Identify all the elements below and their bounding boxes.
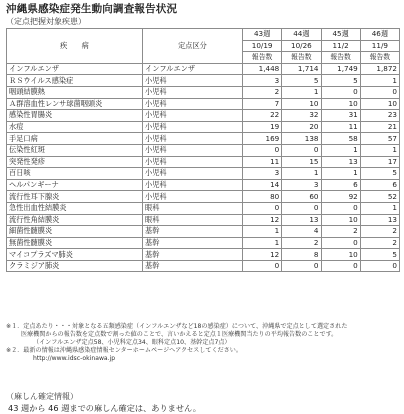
report-count-cell: 13	[360, 214, 399, 226]
disease-name: 急性出血性結膜炎	[7, 202, 143, 214]
week-header: 43週	[243, 29, 282, 41]
table-caption: （定点把握対象疾患）	[6, 17, 86, 26]
report-count-cell: 1,749	[321, 63, 360, 75]
footnote-2-url: http://www.idsc-okinawa.jp	[33, 355, 116, 362]
report-count-cell: 4	[282, 226, 321, 238]
disease-name: マイコプラズマ肺炎	[7, 249, 143, 261]
report-count-cell: 10	[321, 214, 360, 226]
report-count-cell: 169	[243, 133, 282, 145]
report-count-cell: 8	[282, 249, 321, 261]
report-count-cell: 10	[321, 98, 360, 110]
report-count-cell: 13	[282, 214, 321, 226]
table-row	[7, 75, 400, 87]
report-count-cell: 1	[282, 86, 321, 98]
report-count-cell: 5	[321, 75, 360, 87]
table-row	[7, 110, 400, 122]
report-count-cell: 80	[243, 191, 282, 203]
date-header: 11/2	[321, 40, 360, 52]
report-count-cell: 2	[360, 226, 399, 238]
sentinel-category: 眼科	[143, 202, 243, 214]
table-row	[7, 179, 400, 191]
sentinel-category: 小児科	[143, 191, 243, 203]
disease-name: 手足口病	[7, 133, 143, 145]
table-row	[7, 86, 400, 98]
measles-info-text: 43 週から 46 週までの麻しん確定は、ありません。	[8, 403, 201, 413]
footnote-1: ※１．定点あたり・・・対象となる五類感染症（インフルエンザなど18の感染症）について、沖縄県で定点として選定された	[6, 323, 348, 330]
report-count-cell: 0	[243, 260, 282, 272]
report-count-cell: 5	[282, 75, 321, 87]
report-count-cell: 1	[321, 168, 360, 180]
report-count-cell: 1	[282, 168, 321, 180]
date-header: 10/26	[282, 40, 321, 52]
report-count-cell: 138	[282, 133, 321, 145]
sentinel-category: 基幹	[143, 226, 243, 238]
report-count-cell: 6	[321, 179, 360, 191]
count-label-header: 報告数	[321, 52, 360, 64]
report-count-cell: 17	[360, 156, 399, 168]
table-row	[7, 191, 400, 203]
report-count-cell: 23	[360, 110, 399, 122]
disease-name: 咽頭結膜熱	[7, 86, 143, 98]
table-row	[7, 168, 400, 180]
disease-name: 伝染性紅斑	[7, 144, 143, 156]
report-count-cell: 0	[243, 202, 282, 214]
report-count-cell: 10	[282, 98, 321, 110]
table-row	[7, 63, 400, 75]
date-header: 11/9	[360, 40, 399, 52]
sentinel-category: 基幹	[143, 249, 243, 261]
table-row	[7, 249, 400, 261]
report-count-cell: 0	[282, 260, 321, 272]
count-label-header: 報告数	[360, 52, 399, 64]
report-count-cell: 7	[243, 98, 282, 110]
report-count-cell: 10	[321, 249, 360, 261]
table-row	[7, 214, 400, 226]
report-count-cell: 1	[243, 226, 282, 238]
week-header: 45週	[321, 29, 360, 41]
count-label-header: 報告数	[243, 52, 282, 64]
sentinel-category: 小児科	[143, 133, 243, 145]
report-count-cell: 10	[360, 98, 399, 110]
report-count-cell: 1,714	[282, 63, 321, 75]
report-count-cell: 5	[360, 168, 399, 180]
report-count-cell: 0	[243, 144, 282, 156]
report-count-cell: 22	[243, 110, 282, 122]
report-count-cell: 32	[282, 110, 321, 122]
table-row	[7, 144, 400, 156]
sentinel-category: 小児科	[143, 75, 243, 87]
table-row	[7, 202, 400, 214]
surveillance-table	[6, 28, 400, 272]
report-count-cell: 58	[321, 133, 360, 145]
report-count-cell: 3	[243, 168, 282, 180]
sentinel-category: 小児科	[143, 121, 243, 133]
report-count-cell: 6	[360, 179, 399, 191]
report-count-cell: 2	[282, 237, 321, 249]
table-row	[7, 133, 400, 145]
disease-name: 感染性胃腸炎	[7, 110, 143, 122]
report-count-cell: 31	[321, 110, 360, 122]
disease-name: 流行性角結膜炎	[7, 214, 143, 226]
sentinel-category: 基幹	[143, 260, 243, 272]
report-count-cell: 60	[282, 191, 321, 203]
sentinel-category: 小児科	[143, 168, 243, 180]
report-count-cell: 13	[321, 156, 360, 168]
disease-name: インフルエンザ	[7, 63, 143, 75]
report-count-cell: 1	[360, 144, 399, 156]
disease-name: ＲＳウイルス感染症	[7, 75, 143, 87]
report-count-cell: 3	[282, 179, 321, 191]
disease-column-header: 疾 病	[7, 29, 143, 64]
report-count-cell: 12	[243, 249, 282, 261]
category-column-header: 定点区分	[143, 29, 243, 64]
sentinel-category: 小児科	[143, 179, 243, 191]
sentinel-category: 小児科	[143, 156, 243, 168]
disease-name: 突発性発疹	[7, 156, 143, 168]
table-row	[7, 237, 400, 249]
report-count-cell: 1	[321, 144, 360, 156]
report-count-cell: 2	[321, 226, 360, 238]
report-count-cell: 14	[243, 179, 282, 191]
report-count-cell: 2	[243, 86, 282, 98]
report-count-cell: 0	[360, 86, 399, 98]
table-row	[7, 260, 400, 272]
table-row	[7, 121, 400, 133]
report-count-cell: 0	[282, 202, 321, 214]
date-header: 10/19	[243, 40, 282, 52]
report-count-cell: 0	[321, 86, 360, 98]
disease-name: クラミジア肺炎	[7, 260, 143, 272]
table-body	[7, 63, 400, 272]
disease-name: ヘルパンギーナ	[7, 179, 143, 191]
page-title: 沖縄県感染症発生動向調査報告状況	[6, 3, 178, 15]
report-count-cell: 0	[282, 144, 321, 156]
report-count-cell: 21	[360, 121, 399, 133]
report-count-cell: 1,872	[360, 63, 399, 75]
report-count-cell: 0	[321, 237, 360, 249]
report-count-cell: 2	[360, 237, 399, 249]
report-count-cell: 1,448	[243, 63, 282, 75]
sentinel-category: 基幹	[143, 237, 243, 249]
disease-name: Ａ群溶血性レンサ球菌咽頭炎	[7, 98, 143, 110]
footnote-2: ※２．最新の情報は沖縄県感染症情報センターホームページへアクセスしてください。	[6, 347, 242, 354]
sentinel-category: 小児科	[143, 86, 243, 98]
header-row-weeks	[7, 29, 400, 41]
report-count-cell: 19	[243, 121, 282, 133]
disease-name: 無菌性髄膜炎	[7, 237, 143, 249]
report-count-cell: 1	[360, 202, 399, 214]
report-count-cell: 12	[243, 214, 282, 226]
report-count-cell: 52	[360, 191, 399, 203]
disease-name: 百日咳	[7, 168, 143, 180]
week-header: 46週	[360, 29, 399, 41]
footnote-1-cont: 医療機関からの報告数を定点数で割った値のことで、言いかえると定点１医療機関当たりの平均報告数のことです。	[21, 331, 338, 338]
count-label-header: 報告数	[282, 52, 321, 64]
report-count-cell: 3	[243, 75, 282, 87]
report-count-cell: 1	[243, 237, 282, 249]
disease-name: 流行性耳下腺炎	[7, 191, 143, 203]
report-count-cell: 57	[360, 133, 399, 145]
sentinel-category: インフルエンザ	[143, 63, 243, 75]
week-header: 44週	[282, 29, 321, 41]
disease-name: 水痘	[7, 121, 143, 133]
table-row	[7, 156, 400, 168]
report-count-cell: 1	[360, 75, 399, 87]
footnote-1-sentinels: （インフルエンザ定点58、小児科定点34、眼科定点10、基幹定点7点）	[33, 339, 231, 346]
report-count-cell: 0	[321, 202, 360, 214]
table-row	[7, 226, 400, 238]
footnotes	[6, 323, 400, 363]
report-count-cell: 11	[321, 121, 360, 133]
report-count-cell: 0	[321, 260, 360, 272]
sentinel-category: 眼科	[143, 214, 243, 226]
measles-info-heading: （麻しん確定情報）	[6, 392, 78, 401]
sentinel-category: 小児科	[143, 110, 243, 122]
report-count-cell: 15	[282, 156, 321, 168]
report-count-cell: 11	[243, 156, 282, 168]
report-count-cell: 92	[321, 191, 360, 203]
sentinel-category: 小児科	[143, 98, 243, 110]
report-count-cell: 5	[360, 249, 399, 261]
report-count-cell: 20	[282, 121, 321, 133]
report-count-cell: 0	[360, 260, 399, 272]
disease-name: 細菌性髄膜炎	[7, 226, 143, 238]
table-row	[7, 98, 400, 110]
sentinel-category: 小児科	[143, 144, 243, 156]
